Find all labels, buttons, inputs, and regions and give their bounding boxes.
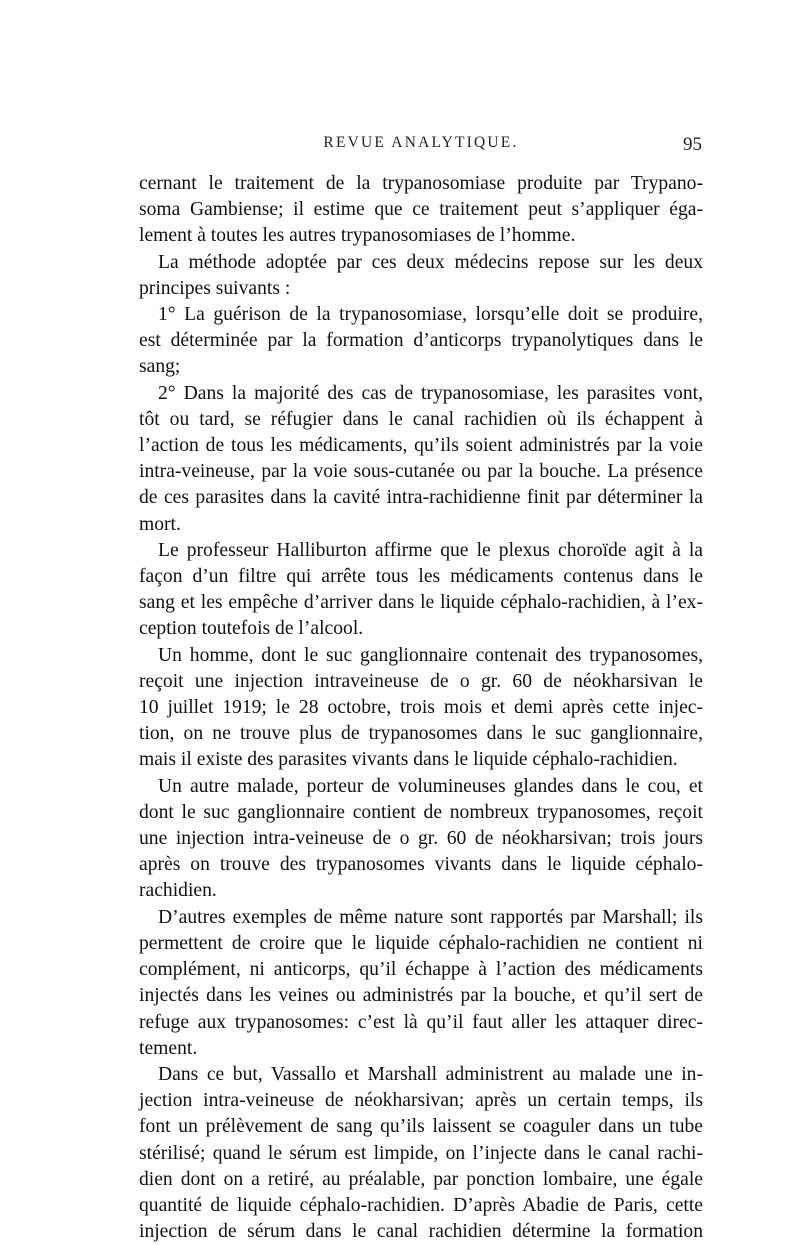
text-line: de ces parasites dans la cavité intra-rachidienne finit par déterminer la bbox=[139, 487, 703, 509]
text-line: sang et les empêche d’arriver dans le liquide céphalo-rachidien, à l’ex- bbox=[139, 592, 703, 614]
text-line: mort. bbox=[139, 513, 181, 535]
text-line: font un prélèvement de sang qu’ils laissent se coaguler dans un tube bbox=[139, 1116, 703, 1138]
text-line: 10 juillet 1919; le 28 octobre, trois mois et demi après cette injec- bbox=[139, 697, 703, 719]
body-text bbox=[139, 171, 703, 1245]
text-line: 1° La guérison de la trypanosomiase, lorsqu’elle doit se produire, bbox=[158, 304, 703, 326]
text-line: une injection intra-veineuse de o gr. 60 de néokharsivan; trois jours bbox=[139, 828, 703, 850]
text-line: sang; bbox=[139, 356, 181, 378]
text-line: l’action de tous les médicaments, qu’ils soient administrés par la voie bbox=[139, 435, 703, 457]
text-line: dien dont on a retiré, au préalable, par ponction lombaire, une égale bbox=[139, 1168, 703, 1190]
text-line: dont le suc ganglionnaire contient de nombreux trypanosomes, reçoit bbox=[139, 801, 703, 823]
text-line: rachidien. bbox=[139, 880, 217, 902]
text-line: complément, ni anticorps, qu’il échappe à l’action des médicaments bbox=[139, 959, 703, 981]
text-line: La méthode adoptée par ces deux médecins repose sur les deux bbox=[158, 251, 703, 273]
text-line: injection de sérum dans le canal rachidien détermine la formation bbox=[139, 1221, 703, 1243]
text-line: cernant le traitement de la trypanosomiase produite par Trypano- bbox=[139, 173, 703, 194]
text-line: ception toutefois de l’alcool. bbox=[139, 618, 364, 640]
text-line: reçoit une injection intraveineuse de o gr. 60 de néokharsivan le bbox=[139, 670, 703, 692]
text-line: injectés dans les veines ou administrés par la bouche, et qu’il sert de bbox=[139, 985, 703, 1007]
text-line: tement. bbox=[139, 1037, 198, 1059]
text-line: D’autres exemples de même nature sont rapportés par Marshall; ils bbox=[158, 906, 703, 928]
text-line: permettent de croire que le liquide céphalo-rachidien ne contient ni bbox=[139, 932, 703, 954]
running-title: REVUE ANALYTIQUE. bbox=[323, 134, 519, 151]
text-line: refuge aux trypanosomes: c’est là qu’il faut aller les attaquer direc- bbox=[139, 1011, 703, 1033]
text-line: stérilisé; quand le sérum est limpide, on l’injecte dans le canal rachi- bbox=[139, 1142, 703, 1164]
text-line: lement à toutes les autres trypanosomiases de l’homme. bbox=[139, 225, 576, 247]
page-number: 95 bbox=[683, 134, 702, 155]
text-line: 2° Dans la majorité des cas de trypanosomiase, les parasites vont, bbox=[158, 382, 703, 404]
text-line: est déterminée par la formation d’anticorps trypanolytiques dans le bbox=[139, 330, 703, 352]
text-line: tion, on ne trouve plus de trypanosomes dans le suc ganglionnaire, bbox=[139, 723, 703, 745]
running-header bbox=[140, 134, 702, 156]
text-line: façon d’un filtre qui arrête tous les médicaments contenus dans le bbox=[139, 566, 703, 588]
text-line: quantité de liquide céphalo-rachidien. D’après Abadie de Paris, cette bbox=[139, 1194, 703, 1216]
text-line: soma Gambiense; il estime que ce traitement peut s’appliquer éga- bbox=[139, 199, 703, 221]
text-line: Le professeur Halliburton affirme que le plexus choroïde agit à la bbox=[158, 539, 703, 561]
text-line: intra-veineuse, par la voie sous-cutanée ou par la bouche. La présence bbox=[139, 461, 703, 483]
text-line: principes suivants : bbox=[139, 277, 291, 299]
text-line: mais il existe des parasites vivants dans le liquide céphalo-rachidien. bbox=[139, 749, 678, 771]
text-line: Un homme, dont le suc ganglionnaire contenait des trypanosomes, bbox=[158, 644, 703, 666]
text-line: après on trouve des trypanosomes vivants dans le liquide céphalo- bbox=[139, 854, 703, 876]
text-line: Un autre malade, porteur de volumineuses glandes dans le cou, et bbox=[158, 775, 703, 797]
text-line: tôt ou tard, se réfugier dans le canal rachidien où ils échappent à bbox=[139, 408, 703, 430]
text-line: Dans ce but, Vassallo et Marshall administrent au malade une in- bbox=[158, 1063, 703, 1085]
text-line: jection intra-veineuse de néokharsivan; après un certain temps, ils bbox=[139, 1090, 703, 1112]
